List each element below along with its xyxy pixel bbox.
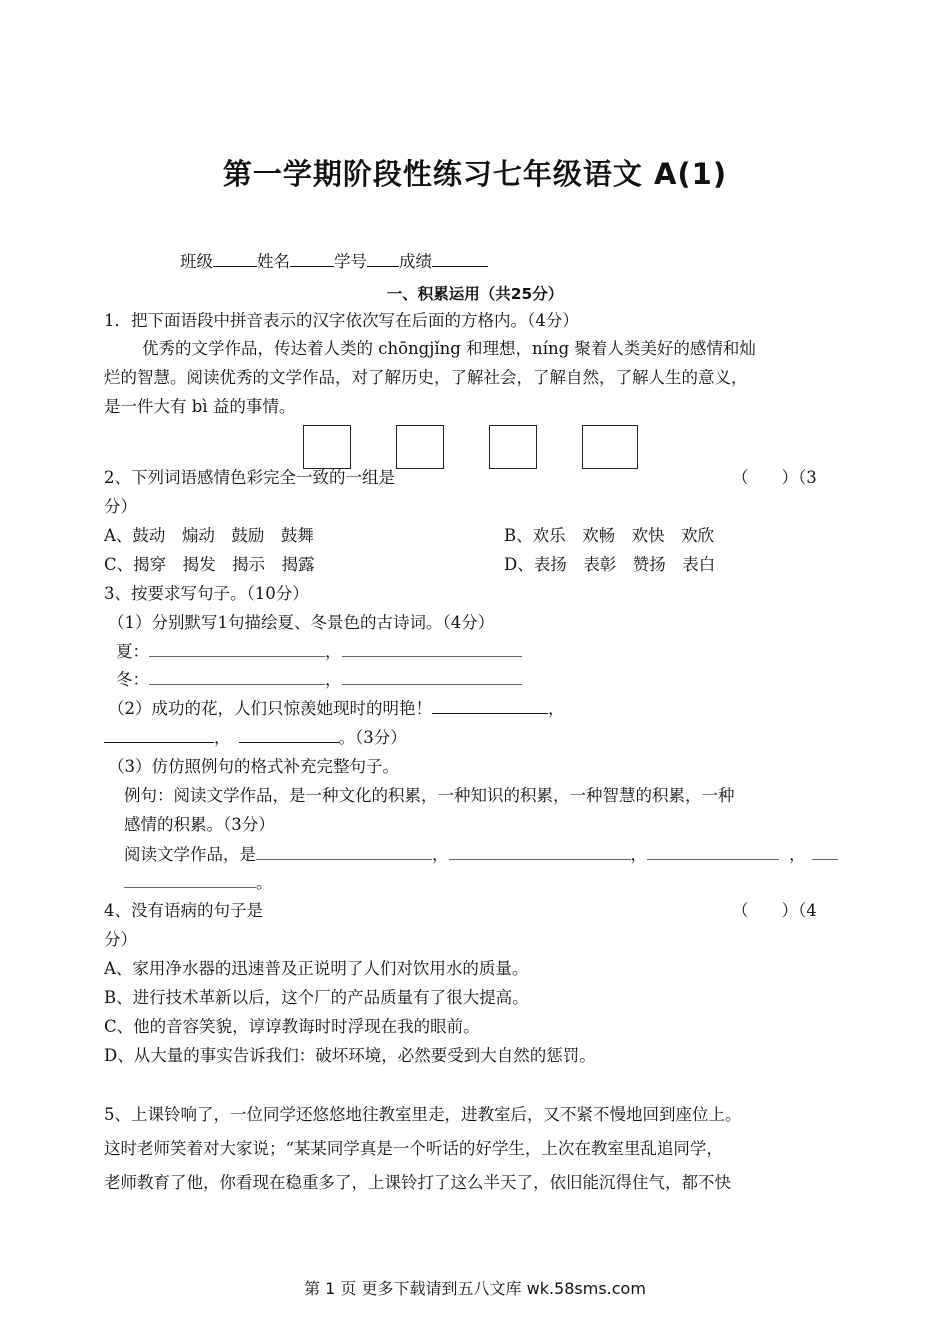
q2-option-d: D、表扬 表彰 赞扬 表白 xyxy=(504,555,716,574)
q5-line-2: 这时老师笑着对大家说；“某某同学真是一个听话的好学生，上次在教室里乱追同学， xyxy=(104,1139,723,1158)
q1-passage-line-2: 烂的智慧。阅读优秀的文学作品，对了解历史，了解社会，了解自然，了解人生的意义， xyxy=(104,368,748,387)
q4-stem: 4、没有语病的句子是 xyxy=(104,901,263,920)
period: 。 xyxy=(256,873,273,892)
part-2-end: 。（3分） xyxy=(338,728,407,747)
comma: ， xyxy=(325,670,342,689)
imitation-blank-1[interactable] xyxy=(256,844,432,860)
page-title: 第一学期阶段性练习七年级语文 A(1) xyxy=(222,157,728,191)
comma: ， xyxy=(789,845,806,864)
comma: ， xyxy=(432,845,449,864)
comma: ， xyxy=(325,642,342,661)
q1-passage-line-1: 优秀的文学作品，传达着人类的 chōngjǐng 和理想，níng 聚着人类美好的感情和灿 xyxy=(142,339,756,358)
id-label: 学号 xyxy=(334,252,367,271)
q1-passage-line-3: 是一件大有 bì 益的事情。 xyxy=(104,397,296,416)
example-line-1: 例句：阅读文学作品，是一种文化的积累，一种知识的积累，一种智慧的积累，一种 xyxy=(124,786,735,805)
page-footer: 第 1 页 更多下载请到五八文库 wk.58sms.com xyxy=(304,1279,646,1298)
imitation-blank-4-cont[interactable] xyxy=(124,872,256,888)
comma: ， xyxy=(630,845,647,864)
comma: ， xyxy=(548,699,565,718)
example-line-2: 感情的积累。（3分） xyxy=(124,815,275,834)
part-2-blank-1[interactable] xyxy=(432,697,548,714)
answer-box-1[interactable] xyxy=(303,425,351,469)
class-label: 班级 xyxy=(180,252,213,271)
answer-box-2[interactable] xyxy=(396,425,444,469)
q1-stem: 1．把下面语段中拼音表示的汉字依次写在后面的方格内。（4分） xyxy=(104,311,579,330)
q5-line-1: 5、上课铃响了，一位同学还悠悠地往教室里走，进教室后，又不紧不慢地回到座位上。 xyxy=(104,1105,742,1124)
q4-option-a: A、家用净水器的迅速普及正说明了人们对饮用水的质量。 xyxy=(104,959,529,978)
q4-score-tail: 分） xyxy=(104,930,137,949)
q4-option-d: D、从大量的事实告诉我们：破坏环境，必然要受到大自然的惩罚。 xyxy=(104,1046,596,1065)
q2-stem: 2、下列词语感情色彩完全一致的一组是 xyxy=(104,468,395,487)
imitation-blank-3[interactable] xyxy=(647,844,779,860)
name-label: 姓名 xyxy=(257,252,290,271)
answer-line-continued xyxy=(124,872,273,894)
q4-option-c: C、他的音容笑貌，谆谆教诲时时浮现在我的眼前。 xyxy=(104,1017,480,1036)
winter-label: 冬： xyxy=(116,670,149,689)
class-blank[interactable] xyxy=(213,250,257,267)
imitation-blank-4[interactable] xyxy=(812,844,838,860)
q2-option-c: C、揭穿 揭发 揭示 揭露 xyxy=(104,555,315,574)
q5-line-3: 老师教育了他，你看现在稳重多了，上课铃打了这么半天了，依旧能沉得住气，都不快 xyxy=(104,1173,731,1192)
answer-box-4[interactable] xyxy=(582,425,638,469)
answer-line xyxy=(124,844,838,866)
q2-score-tail: 分） xyxy=(104,497,137,516)
section-heading: 一、积累运用（共25分） xyxy=(386,285,564,303)
student-info-line xyxy=(180,250,488,273)
q3-part-1: （1）分别默写1句描绘夏、冬景色的古诗词。（4分） xyxy=(108,613,495,632)
q2-answer-paren: （ ）（3 xyxy=(732,468,817,487)
winter-blank-2[interactable] xyxy=(342,669,522,685)
q3-part-3: （3）仿仿照例句的格式补充完整句子。 xyxy=(108,757,399,776)
summer-blank-1[interactable] xyxy=(149,641,325,657)
summer-blank-2[interactable] xyxy=(342,641,522,657)
score-label: 成绩 xyxy=(399,252,432,271)
q4-answer-paren: （ ）（4 xyxy=(732,901,817,920)
part-2-blank-3[interactable] xyxy=(239,726,339,743)
winter-line xyxy=(116,669,522,691)
winter-blank-1[interactable] xyxy=(149,669,325,685)
q4-option-b: B、进行技术革新以后，这个厂的产品质量有了很大提高。 xyxy=(104,988,529,1007)
summer-line xyxy=(116,641,522,663)
imitation-blank-2[interactable] xyxy=(449,844,631,860)
part-2-blank-2[interactable] xyxy=(104,726,214,743)
name-blank[interactable] xyxy=(290,250,334,267)
comma: ， xyxy=(214,728,231,747)
q3-stem: 3、按要求写句子。（10分） xyxy=(104,584,309,603)
id-blank[interactable] xyxy=(367,250,399,267)
q3-part-2-continued xyxy=(104,726,407,749)
q2-option-a: A、鼓动 煽动 鼓励 鼓舞 xyxy=(104,526,314,545)
q3-part-2 xyxy=(108,697,565,720)
answer-box-3[interactable] xyxy=(489,425,537,469)
q3-part-2-text: （2）成功的花，人们只惊羡她现时的明艳！ xyxy=(108,699,432,718)
q2-option-b: B、欢乐 欢畅 欢快 欢欣 xyxy=(504,526,715,545)
score-blank[interactable] xyxy=(432,250,488,267)
summer-label: 夏： xyxy=(116,642,149,661)
answer-lead: 阅读文学作品，是 xyxy=(124,845,256,864)
